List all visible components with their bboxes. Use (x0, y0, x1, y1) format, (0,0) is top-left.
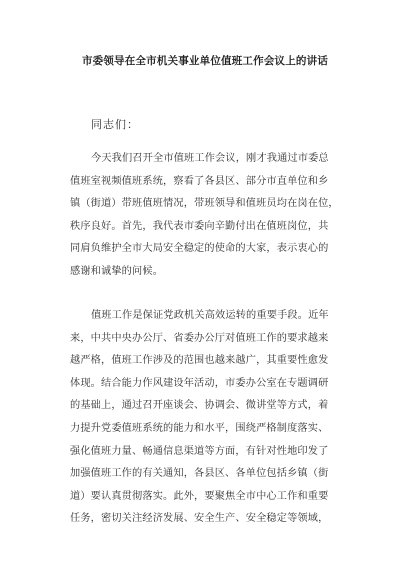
paragraph-1 (70, 148, 360, 284)
salutation: 同志们： (91, 118, 139, 131)
paragraph-1-line: 同肩负维护全市大局安全稳定的使命的大家，表示衷心的 (70, 243, 329, 255)
paragraph-2-line: 值班工作是保证党政机关高效运转的重要手段。近年 (91, 310, 329, 321)
paragraph-2-line: 体现。结合能力作风建设年活动，市委办公室在专题调研 (70, 377, 329, 389)
paragraph-2-line: 越严格，值班工作涉及的范围也越来越广，其重要性愈发 (70, 355, 329, 367)
paragraph-1-line: 秩序良好。首先，我代表市委向辛勤付出在值班岗位，共 (70, 220, 329, 232)
paragraph-2 (70, 305, 360, 531)
paragraph-2-line: 道）要认真贯彻落实。此外，要聚焦全市中心工作和重要 (70, 490, 329, 502)
paragraph-2-line: 力提升党委值班系统的能力和水平，围绕严格制度落实、 (70, 422, 329, 434)
paragraph-2-line: 的基础上，通过召开座谈会、协调会、微讲堂等方式，着 (70, 400, 329, 412)
paragraph-2-line: 来，中共中央办公厅、省委办公厅对值班工作的要求越来 (70, 332, 329, 344)
paragraph-2-line: 加强值班工作的有关通知，各县区、各单位包括乡镇（街 (70, 468, 329, 480)
paragraph-1-line: 感谢和诚挚的问候。 (70, 265, 164, 277)
document-title: 市委领导在全市机关事业单位值班工作会议上的讲话 (81, 55, 329, 67)
paragraph-2-line: 强化值班力量、畅通信息渠道等方面，有针对性地印发了 (70, 445, 329, 457)
paragraph-1-line: 值班室视频值班系统，察看了各县区、部分市直单位和乡 (70, 175, 329, 187)
paragraph-1-line: 镇（街道）带班值班情况，带班领导和值班员均在岗在位， (70, 198, 339, 210)
paragraph-1-line: 今天我们召开全市值班工作会议，刚才我通过市委总 (91, 153, 329, 164)
paragraph-2-line: 任务，密切关注经济发展、安全生产、安全稳定等领域， (70, 513, 329, 525)
